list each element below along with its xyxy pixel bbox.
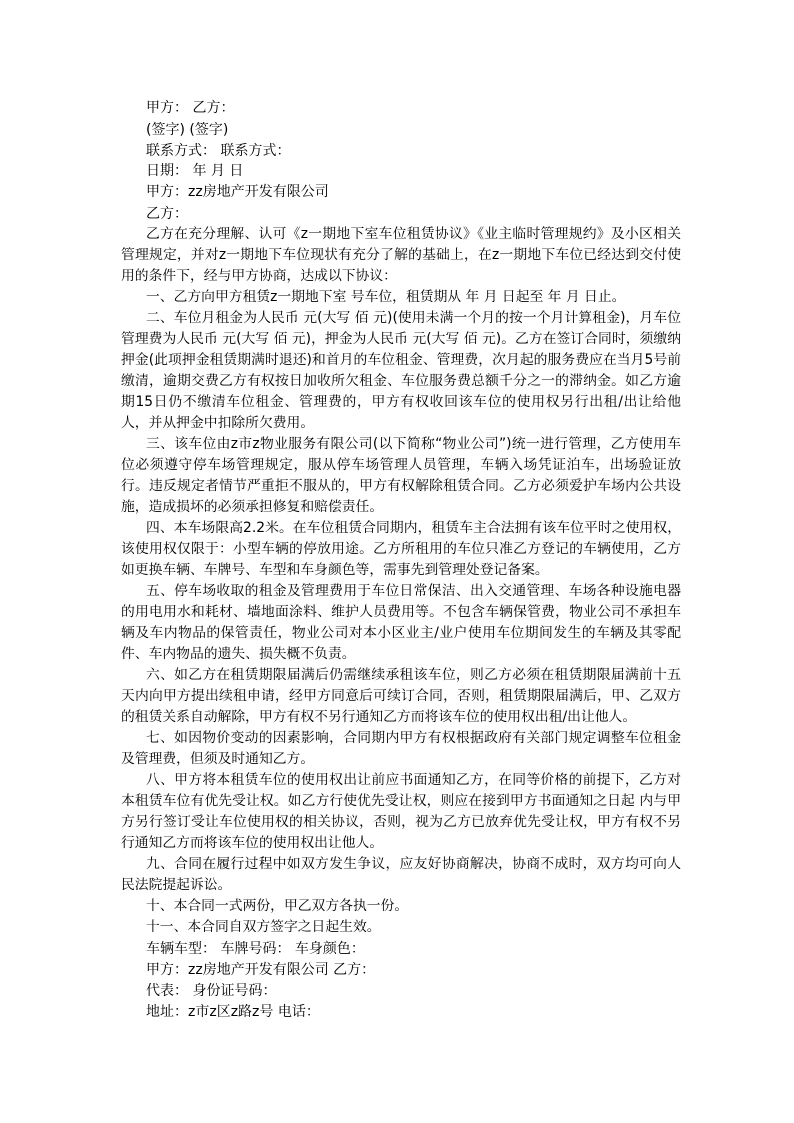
clause-2: 二、车位月租金为人民币 元(大写 佰 元)(使用未满一个月的按一个月计算租金)，月车位管理费为人民币 元(大写 佰 元)，押金为人民币 元(大写 佰 元)。乙方在签订合同时，须缴纳押金(此项押金租赁期满时退还)和首月的车位租金、管理费，次月起的服务费应在当月5号前缴清，逾期交费乙方有权按日加收所欠租金、车位服务费总额千分之一的滞纳金。如乙方逾期15日仍不缴清车位租金、管理费的，甲方有权收回该车位的使用权另行出租/出让给他人，并从押金中扣除所欠费用。 [121,310,681,431]
party-a-line: 甲方：zz房地产开发有限公司 [146,184,329,200]
clause-4: 四、本车场限高2.2米。在车位租赁合同期内，租赁车主合法拥有该车位平时之使用权，该使用权仅限于：小型车辆的停放用途。乙方所租用的车位只准乙方登记的车辆使用，乙方如更换车辆、车牌号、车型和车身颜色等，需事先到管理处登记备案。 [121,520,681,578]
clause-7: 七、如因物价变动的因素影响，合同期内甲方有权根据政府有关部门规定调整车位租金及管理费，但须及时通知乙方。 [121,730,681,767]
clause-8: 八、甲方将本租赁车位的使用权出让前应书面通知乙方，在同等价格的前提下，乙方对本租赁车位有优先受让权。如乙方行使优先受让权，则应在接到甲方书面通知之日起 内与甲方另行签订受让车位使用权的相关协议，否则，视为乙方已放弃优先受让权，甲方有权不另行通知乙方而将该车位的使用权出让他人。 [121,772,681,851]
address-line: 地址：z市z区z路z号 电话： [146,1004,320,1020]
clause-6: 六、如乙方在租赁期限届满后仍需继续承租该车位，则乙方必须在租赁期限届满前十五天内向甲方提出续租申请，经甲方同意后可续订合同，否则，租赁期限届满后，甲、乙双方的租赁关系自动解除，甲方有权不另行通知乙方而将该车位的使用权出租/出让他人。 [121,667,681,725]
clause-5: 五、停车场收取的租金及管理费用于车位日常保洁、出入交通管理、车场各种设施电器的用电用水和耗材、墙地面涂料、维护人员费用等。不包含车辆保管费，物业公司不承担车辆及车内物品的保管责任，物业公司对本小区业主/业户使用车位期间发生的车辆及其零配件、车内物品的遗失、损失概不负责。 [121,583,681,662]
clause-3: 三、该车位由z市z物业服务有限公司(以下简称“物业公司”)统一进行管理，乙方使用车位必须遵守停车场管理规定，服从停车场管理人员管理，车辆入场凭证泊车，出场验证放行。违反规定者情节严重拒不服从的，甲方有权解除租赁合同。乙方必须爱护车场内公共设施，造成损坏的必须承担修复和赔偿责任。 [121,436,681,515]
representative-line: 代表： 身份证号码： [146,983,277,999]
party-b-line: 乙方： [146,206,188,222]
party-signature-header: 甲方： 乙方： [146,100,235,116]
vehicle-info-line: 车辆车型： 车牌号码： 车身颜色： [146,941,365,957]
signature-line: (签字) (签字) [146,122,229,138]
parties-footer-line: 甲方：zz房地产开发有限公司 乙方： [146,962,376,978]
clause-11: 十一、本合同自双方签字之日起生效。 [146,919,381,935]
clause-10: 十、本合同一式两份，甲乙双方各执一份。 [146,898,409,914]
date-line: 日期： 年 月 日 [146,163,244,179]
intro-paragraph: 乙方在充分理解、认可《z一期地下室车位租赁协议》《业主临时管理规约》及小区相关管理规定，并对z一期地下车位现状有充分了解的基础上，在z一期地下车位已经达到交付使用的条件下，经与甲方协商，达成以下协议： [121,226,681,284]
clause-1: 一、乙方向甲方租赁z一期地下室 号车位，租赁期从 年 月 日起至 年 月 日止。 [146,289,626,305]
clause-9: 九、合同在履行过程中如双方发生争议，应友好协商解决，协商不成时，双方均可向人民法院提起诉讼。 [121,856,681,893]
contact-line: 联系方式： 联系方式： [146,143,291,159]
